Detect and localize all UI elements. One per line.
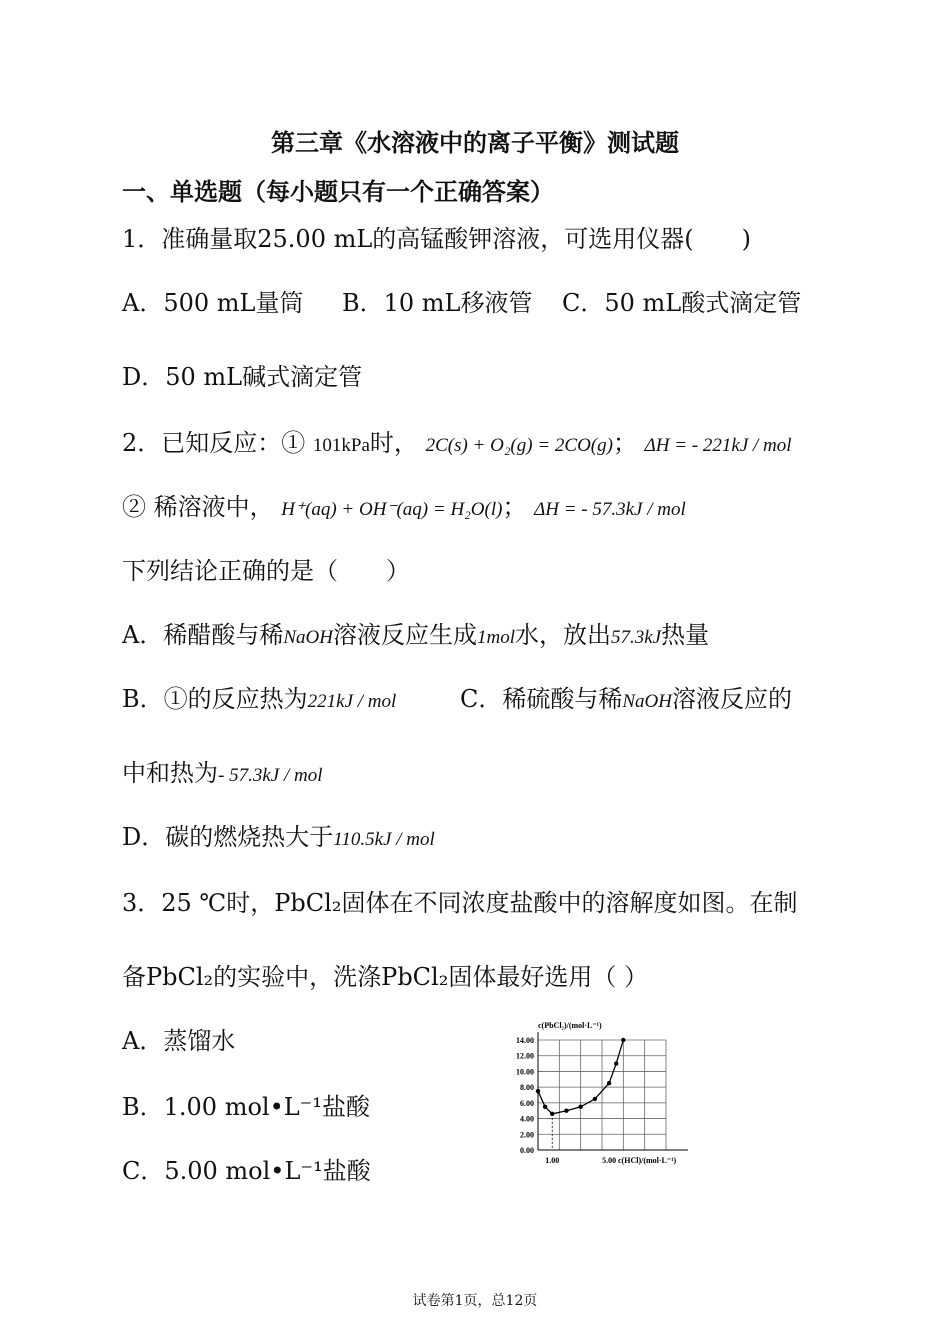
q2-line2 bbox=[122, 492, 686, 525]
x-tick-label: 1.00 bbox=[545, 1156, 560, 1165]
q2-line1 bbox=[122, 428, 792, 461]
data-point bbox=[578, 1105, 582, 1109]
data-point bbox=[607, 1081, 611, 1085]
y-tick-label: 4.00 bbox=[520, 1114, 534, 1124]
data-point bbox=[621, 1038, 625, 1042]
q2-option-c-cont bbox=[122, 758, 322, 791]
q2-d-val: 110.5kJ / mol bbox=[333, 829, 435, 850]
data-point bbox=[614, 1061, 618, 1065]
solubility-chart bbox=[498, 1020, 718, 1170]
q2-c2-val: - 57.3kJ / mol bbox=[218, 765, 323, 786]
q2-prefix: 2．已知反应：① bbox=[122, 429, 306, 457]
q3-option-c: C．5.00 mol•L⁻¹盐酸 bbox=[122, 1157, 371, 1185]
y-axis-label: c(PbCl₂)/(mol·L⁻¹) bbox=[538, 1021, 602, 1030]
q2-c-pre: C．稀硫酸与稀 bbox=[460, 685, 623, 713]
data-point bbox=[543, 1105, 547, 1109]
q2-b-val: 221kJ / mol bbox=[307, 691, 397, 712]
y-tick-label: 10.00 bbox=[516, 1067, 534, 1077]
data-point bbox=[536, 1089, 540, 1093]
q1-option-b: B．10 mL移液管 bbox=[342, 289, 533, 317]
q2-prefix-2: ② 稀溶液中， bbox=[122, 493, 274, 521]
q2-c2-pre: 中和热为 bbox=[122, 759, 218, 787]
q3-line1: 3．25 ℃时，PbCl₂固体在不同浓度盐酸中的溶解度如图。在制 bbox=[122, 889, 798, 917]
q2-a-mid: 溶液反应生成 bbox=[332, 621, 477, 649]
q2-condition: 101kPa bbox=[312, 435, 370, 456]
q2-equation-2: H⁺(aq) + OH⁻(aq) = H₂O(l) bbox=[281, 499, 503, 520]
x-axis-label: c(HCl)/(mol·L⁻¹) bbox=[618, 1156, 677, 1165]
q2-a-kj: 57.3kJ bbox=[610, 627, 662, 648]
q2-c-naoh: NaOH bbox=[622, 691, 672, 712]
q3-option-a: A．蒸馏水 bbox=[122, 1027, 236, 1055]
q2-sep-1: ； bbox=[612, 429, 637, 457]
y-tick-label: 6.00 bbox=[520, 1098, 534, 1108]
y-tick-label: 14.00 bbox=[516, 1036, 534, 1045]
q2-stem: 下列结论正确的是（ ） bbox=[122, 557, 410, 585]
q2-option-a bbox=[122, 620, 709, 653]
q2-sep-2: ； bbox=[502, 493, 527, 521]
x-tick-label: 5.00 bbox=[602, 1156, 617, 1165]
q2-a-pre: A．稀醋酸与稀 bbox=[122, 621, 284, 649]
page-title: 第三章《水溶液中的离子平衡》测试题 bbox=[271, 128, 679, 157]
q2-equation-1: 2C(s) + O₂(g) = 2CO(g) bbox=[425, 435, 613, 456]
q1-option-d: D．50 mL碱式滴定管 bbox=[122, 363, 363, 391]
q2-mid: 时， bbox=[369, 429, 418, 457]
y-tick-label: 8.00 bbox=[520, 1083, 534, 1093]
q2-a-mol: 1mol bbox=[476, 627, 515, 648]
q2-option-b bbox=[122, 684, 396, 717]
data-point bbox=[564, 1109, 568, 1113]
q2-a-mid2: 水，放出 bbox=[514, 621, 611, 649]
q2-dh-1: ΔH = - 221kJ / mol bbox=[644, 435, 792, 456]
q2-d-pre: D．碳的燃烧热大于 bbox=[122, 823, 334, 851]
q1-option-a: A．500 mL量筒 bbox=[122, 289, 304, 317]
data-point bbox=[593, 1097, 597, 1101]
q1-stem: 1．准确量取25.00 mL的高锰酸钾溶液，可选用仪器( ) bbox=[122, 225, 752, 253]
q2-option-d bbox=[122, 822, 435, 855]
page-footer: 试卷第1页，总12页 bbox=[412, 1293, 538, 1309]
y-tick-label: 2.00 bbox=[520, 1130, 534, 1140]
q3-line2: 备PbCl₂的实验中，洗涤PbCl₂固体最好选用（ ） bbox=[122, 963, 648, 991]
q2-a-end: 热量 bbox=[661, 621, 710, 649]
q2-option-c bbox=[460, 684, 792, 717]
q2-dh-2: ΔH = - 57.3kJ / mol bbox=[534, 499, 686, 520]
section-heading: 一、单选题（每小题只有一个正确答案） bbox=[122, 177, 554, 206]
q1-option-c: C．50 mL酸式滴定管 bbox=[562, 289, 802, 317]
y-tick-label: 12.00 bbox=[516, 1051, 534, 1061]
q3-option-b: B．1.00 mol•L⁻¹盐酸 bbox=[122, 1093, 370, 1121]
q2-a-naoh: NaOH bbox=[283, 627, 333, 648]
q2-b-pre: B．①的反应热为 bbox=[122, 685, 308, 713]
q2-c-end: 溶液反应的 bbox=[672, 685, 792, 713]
data-point bbox=[550, 1112, 554, 1116]
y-tick-label: 0.00 bbox=[520, 1146, 534, 1155]
